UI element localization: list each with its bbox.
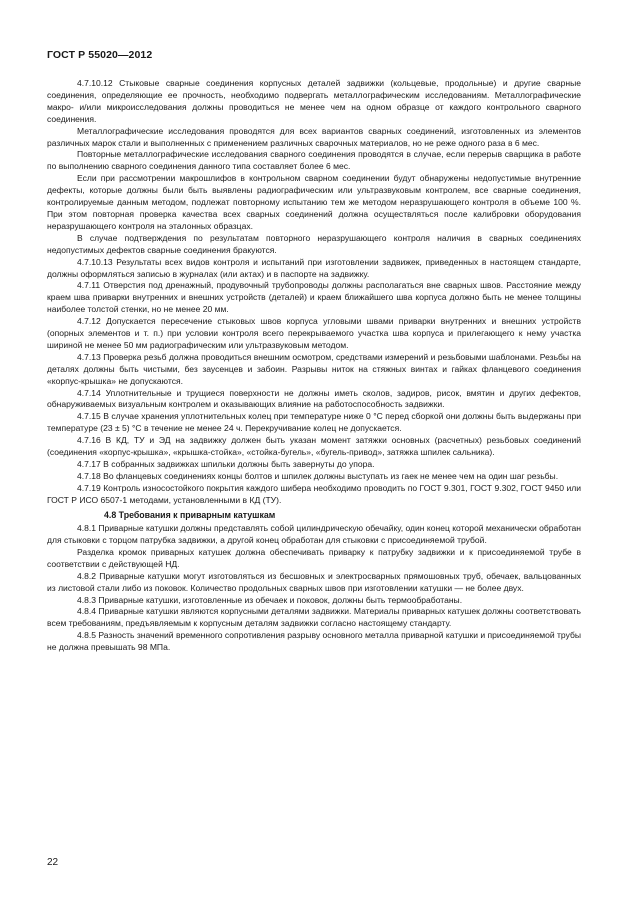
paragraph: 4.8.1 Приварные катушки должны представлять собой цилиндрическую обечайку, один конец которой механически обработан для стыковки с торцом патрубка задвижки, а другой конец обработан для стыковки с присоединяемой трубой. <box>47 523 581 546</box>
paragraph: 4.7.13 Проверка резьб должна проводиться внешним осмотром, средствами измерений и резьбовыми шаблонами. Резьбы на деталях должны быть чистыми, без заусенцев и забоин. Разрывы ниток на стяжных винтах и гайках фланцевого соединения «корпус-крышка» не допускаются. <box>47 351 581 386</box>
paragraph: 4.7.19 Контроль износостойкого покрытия каждого шибера необходимо проводить по ГОСТ 9.301, ГОСТ 9.302, ГОСТ 9450 или ГОСТ Р ИСО 6507-1 методами, установленными в КД (ТУ). <box>47 482 581 505</box>
paragraph: Разделка кромок приварных катушек должна обеспечивать приварку к патрубку задвижки и к присоединяемой трубе в соответствии с действующей НД. <box>47 546 581 569</box>
paragraph: 4.7.16 В КД, ТУ и ЭД на задвижку должен быть указан момент затяжки основных (расчетных) резьбовых соединений (соединения «корпус-крышка», «крышка-стойка», «стойка-бугель», «бугель-привод», затяжка шпилек сальника). <box>47 435 581 458</box>
paragraph: 4.7.11 Отверстия под дренажный, продувочный трубопроводы должны располагаться вне сварных швов. Расстояние между краем шва приварки внутренних и внешних устройств (деталей) и краем ближайшего шва корпуса должно быть не менее толщины наиболее толстой стенки, но не менее 20 мм. <box>47 280 581 315</box>
paragraph: Если при рассмотрении макрошлифов в контрольном сварном соединении будут обнаружены недопустимые внутренние дефекты, которые должны были быть выявлены радиографическим или ультразвуковым контролем, все сварные соединения, контролируемые данным методом, подлежат повторному испытанию тем же методом неразрушающего контроля в объеме 100 %. При этом повторная проверка качества всех сварных соединений должна осуществляться после калибровки оборудования неразрушающего контроля на эталонных образцах. <box>47 173 581 231</box>
paragraph: 4.8.3 Приварные катушки, изготовленные из обечаек и поковок, должны быть термообработаны. <box>77 594 463 605</box>
paragraph: Металлографические исследования проводятся для всех вариантов сварных соединений, изготовленных из элементов различных марок стали и выполненных с применением различных сварочных материалов, но не реже одного раза в 6 мес. <box>47 125 581 148</box>
paragraph: 4.7.18 Во фланцевых соединениях концы болтов и шпилек должны выступать из гаек не менее чем на один шаг резьбы. <box>77 470 559 481</box>
paragraph: 4.8.5 Разность значений временного сопротивления разрыву основного металла приварной катушки и присоединяемой трубы не должна превышать 98 МПа. <box>47 630 581 653</box>
paragraph: 4.8.2 Приварные катушки могут изготовляться из бесшовных и электросварных прямошовных труб, обечаек, вальцованных из листовой стали либо из поковок. Количество продольных сварных швов при изготовлении катушки — не более двух. <box>47 570 581 593</box>
paragraph: 4.7.14 Уплотнительные и трущиеся поверхности не должны иметь сколов, задиров, рисок, вмятин и других дефектов, обнаруживаемых визуальным контролем и оказывающих влияние на работоспособность задвижки. <box>47 387 581 410</box>
paragraph: Повторные металлографические исследования сварного соединения проводятся в случае, если перерыв сварщика в работе по выполнению сварного соединения данного типа составляет более 6 мес. <box>47 149 581 172</box>
paragraph: 4.7.10.13 Результаты всех видов контроля и испытаний при изготовлении задвижек, приведенных в настоящем стандарте, должны оформляться записью в журналах (или актах) и в паспорте на задвижку. <box>47 256 581 279</box>
paragraph: В случае подтверждения по результатам повторного неразрушающего контроля наличия в сварных соединениях недопустимых дефектов сварные соединения бракуются. <box>47 232 581 255</box>
page-number: 22 <box>47 857 59 868</box>
section-heading: 4.8 Требования к приварным катушкам <box>104 509 276 520</box>
paragraph: 4.7.12 Допускается пересечение стыковых швов корпуса угловыми швами приварки внутренних и внешних устройств (опорных элементов и т. п.) при условии контроля всего перекрываемого участка шва корпуса и прилегающего к нему участка шириной не менее 50 мм радиографическим или ультразвуковым методом. <box>47 316 581 350</box>
paragraph: 4.7.15 В случае хранения уплотнительных колец при температуре ниже 0 °С перед сборкой они должны быть выдержаны при температуре (23 ± 5) °С в течение не менее 24 ч. Перекручивание колец не допускается. <box>47 411 581 434</box>
document-header: ГОСТ Р 55020—2012 <box>47 49 153 61</box>
document-body <box>47 78 581 654</box>
paragraph: 4.8.4 Приварные катушки являются корпусными деталями задвижки. Материалы приварных катушек должны соответствовать всем требованиям, предъявляемым к корпусным деталям задвижки согласно настоящему стандарту. <box>47 606 581 629</box>
paragraph: 4.7.17 В собранных задвижках шпильки должны быть завернуты до упора. <box>77 459 375 469</box>
paragraph: 4.7.10.12 Стыковые сварные соединения корпусных деталей задвижки (кольцевые, продольные) и другие сварные соединения, определяющие ее прочность, необходимо подвергать металлографическим исследованиям. Металлографические макро- и/или микроисследования должны проводиться не менее чем на одном образце от каждого контрольного сварного соединения. <box>47 78 581 124</box>
